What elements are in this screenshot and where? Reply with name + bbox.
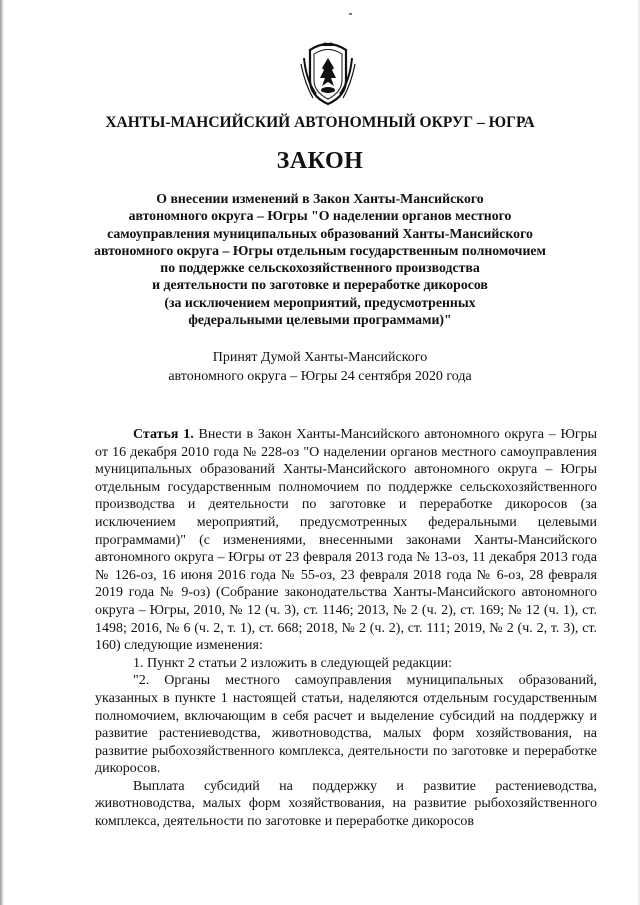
law-body xyxy=(95,426,597,831)
adoption-line: автономного округа – Югры 24 сентября 2020 года xyxy=(168,368,472,384)
law-title-line: автономного округа – Югры отдельным государственным полномочием xyxy=(94,242,546,258)
law-title xyxy=(90,190,550,328)
law-title-line: О внесении изменений в Закон Ханты-Мансийского xyxy=(156,191,484,206)
item-1: 1. Пункт 2 статьи 2 изложить в следующей редакции: xyxy=(133,655,452,671)
article-label: Статья 1. xyxy=(133,427,194,442)
law-title-line: (за исключением мероприятий, предусмотренных xyxy=(164,294,476,310)
document-type: ЗАКОН xyxy=(276,148,364,174)
law-title-line: автономного округа – Югры "О наделении органов местного xyxy=(128,208,512,224)
law-title-line: и деятельности по заготовке и переработке дикоросов xyxy=(152,277,488,293)
law-title-line: федеральными целевыми программами)" xyxy=(188,312,452,328)
article-text: Внести в Закон Ханты-Мансийского автономного округа – Югры от 16 декабря 2010 года № 228-оз "О наделении органов местного самоуправления муниципальных образований Ханты-Мансийского автономного округа – Югры отдельным государственным полномочием по поддержке сельскохозяйственного производства и деятельности по заготовке и переработке дикоросов (за исключением мероприятий, предусмотренных федеральными целевыми программами)" (с изменениями, внесенными законами Ханты-Мансийского автономного округа – Югры от 23 февраля 2013 года № 13-оз, 11 декабря 2013 года № 126-оз, 16 июня 2016 года № 55-оз, 23 февраля 2018 года № 6-оз, 28 февраля 2019 года № 9-оз) (Собрание законодательства Ханты-Мансийского автономного округа – Югры, 2010, № 12 (ч. 3), ст. 1146; 2013, № 2 (ч. 2), ст. 169; № 12 (ч. 1), ст. 1498; 2016, № 6 (ч. 2, т. 1), ст. 668; 2018, № 2 (ч. 2), ст. 111; 2019, № 2 (ч. 2, т. 3), ст. 160) следующие изменения: xyxy=(95,427,598,654)
article-1-paragraph xyxy=(95,426,597,655)
quoted-paragraph-1: "2. Органы местного самоуправления муниципальных образований, указанных в пункте 1 настоящей статьи, наделяются отдельным государственным полномочием, включающим в себя расчет и выделение субсидий на поддержку и развитие растениеводства, животноводства, малых форм хозяйствования, на развитие рыбохозяйственного комплекса, деятельности по заготовке и переработке дикоросов. xyxy=(95,673,597,777)
scan-speck xyxy=(349,13,352,15)
adoption-note xyxy=(150,349,490,386)
coat-of-arms-icon xyxy=(300,40,356,106)
law-title-line: самоуправления муниципальных образований Ханты-Мансийского xyxy=(107,225,533,241)
scan-shadow-left xyxy=(0,0,4,905)
law-title-line: по поддержке сельскохозяйственного производства xyxy=(160,260,480,276)
adoption-line: Принят Думой Ханты-Мансийского xyxy=(212,350,428,365)
quoted-paragraph-2: Выплата субсидий на поддержку и развитие растениеводства, животноводства, малых форм хозяйствования, на развитие рыбохозяйственного комплекса, деятельности по заготовке и переработке дикоросов xyxy=(95,778,597,830)
region-title: ХАНТЫ-МАНСИЙСКИЙ АВТОНОМНЫЙ ОКРУГ – ЮГРА xyxy=(105,114,535,131)
